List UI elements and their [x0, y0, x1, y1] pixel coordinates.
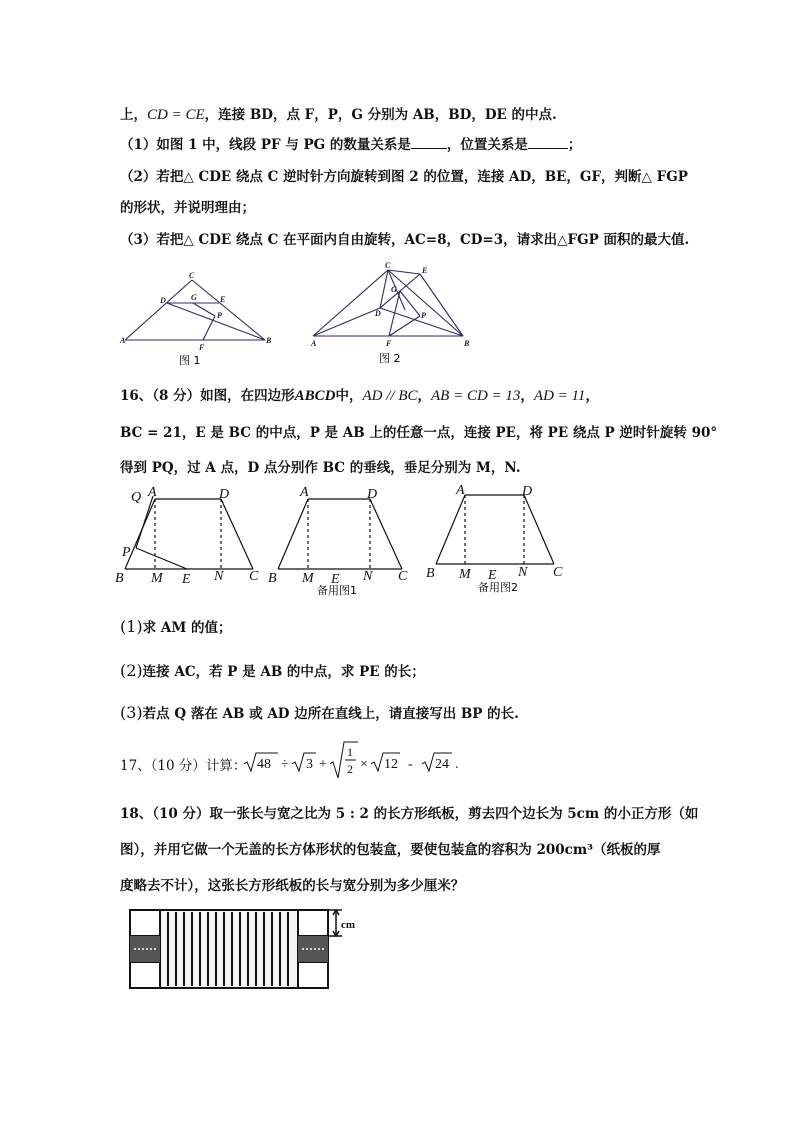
- q17-label: 17、（10 分）计算：: [120, 758, 247, 774]
- q16-line1-start: 16、（8 分）如图，在四边形: [120, 388, 295, 404]
- q16-ad: AD = 11: [533, 388, 586, 404]
- fig2-label-G: G: [391, 285, 397, 294]
- b1-label-E: E: [331, 572, 340, 587]
- fraction-numerator: 1: [347, 745, 353, 759]
- times-sign: ×: [360, 757, 368, 772]
- q16-ab-cd: AB = CD = 13: [431, 388, 521, 404]
- q16-line1-mid: 中，: [335, 388, 363, 404]
- b1-label-M: M: [302, 571, 314, 586]
- fig1-label-P: P: [217, 311, 222, 320]
- q16-sub1: [120, 616, 232, 636]
- fig2-label-C: C: [385, 261, 391, 270]
- b2-label-E: E: [488, 568, 497, 583]
- b2-label-D: D: [522, 484, 533, 499]
- q16-comma-1: ，: [417, 388, 431, 404]
- q15-part2-line2: 的形状，并说明理由；: [120, 200, 255, 216]
- q17-line: [120, 754, 246, 774]
- q16-sub3-number: (3): [120, 703, 143, 722]
- fig1-label-C: C: [189, 271, 195, 280]
- q15-line1-end: ，连接 BD，点 F，P，G 分别为 AB，BD，DE 的中点.: [204, 107, 557, 123]
- q16-label-D: D: [219, 487, 230, 502]
- q16-backup-figure-2: [428, 480, 578, 598]
- fig2-label-E: E: [422, 266, 428, 275]
- q18-line3: 度略去不计），这张长方形纸板的长与宽分别为多少厘米？: [120, 878, 465, 894]
- fig2-caption: 图 2: [379, 352, 401, 365]
- q16-comma-2: ，: [520, 388, 534, 404]
- radical-3: 3: [306, 757, 313, 772]
- fig1-label-E: E: [220, 295, 226, 304]
- q15-part1: [120, 133, 581, 153]
- backup-fig1-caption: 备用图1: [317, 584, 357, 597]
- q16-sub2-text: 连接 AC，若 P 是 AB 的中点，求 PE 的长；: [142, 664, 425, 680]
- radical-12: 12: [384, 757, 398, 772]
- minus-sign: -: [408, 757, 413, 772]
- q15-part1-text2: ，位置关系是: [446, 137, 528, 153]
- q16-label-Q: Q: [131, 490, 142, 505]
- q16-sub3-text: 若点 Q 落在 AB 或 AD 边所在直线上，请直接写出 BP 的长.: [142, 706, 519, 722]
- radical-48: 48: [257, 757, 271, 772]
- q17-expression: [240, 740, 460, 784]
- q16-label-P: P: [122, 545, 131, 560]
- b2-label-B: B: [426, 566, 435, 581]
- fig1-label-B: B: [266, 336, 272, 345]
- q16-line2: BC = 21，E 是 BC 的中点，P 是 AB 上的任意一点，连接 PE，将 PE 绕点 P 逆时针旋转 90°: [120, 425, 718, 441]
- radical-24: 24: [435, 757, 449, 772]
- b1-label-N: N: [363, 569, 373, 584]
- backup-fig2-caption: 备用图2: [478, 581, 518, 594]
- cm-label: cm: [341, 919, 356, 931]
- fig1-label-A: A: [120, 336, 126, 345]
- q16-sub1-text: 求 AM 的值；: [142, 620, 232, 636]
- q15-line1: [120, 103, 557, 124]
- b1-label-A: A: [300, 485, 309, 500]
- q15-part1-end: ；: [567, 137, 582, 153]
- q16-parallel: AD // BC: [362, 388, 418, 404]
- b2-label-M: M: [459, 567, 471, 582]
- q16-label-E: E: [182, 572, 191, 587]
- q16-label-M: M: [151, 571, 163, 586]
- q16-backup-figure-1: [268, 482, 422, 600]
- q16-sub3: [120, 702, 519, 722]
- q16-main-figure: [115, 482, 275, 587]
- q15-equation: CD = CE: [147, 107, 205, 123]
- fig1-label-D: D: [160, 296, 166, 305]
- b1-label-B: B: [268, 571, 277, 586]
- q16-label-N: N: [214, 569, 224, 584]
- q16-line3: 得到 PQ，过 A 点，D 点分别作 BC 的垂线，垂足分别为 M，N.: [120, 460, 521, 476]
- fig1-label-G: G: [191, 293, 197, 302]
- q16-comma-3: ，: [585, 388, 599, 404]
- fig1-label-F: F: [199, 343, 205, 352]
- q16-label-C: C: [249, 569, 259, 584]
- q16-sub2: [120, 660, 425, 680]
- q18-line2: 图），并用它做一个无盖的长方体形状的包装盒，要使包装盒的容积为 200cm³（纸板的厚: [120, 842, 661, 858]
- q15-figure-2: [305, 262, 485, 370]
- b2-label-C: C: [553, 565, 563, 580]
- q18-paper-figure: [128, 906, 368, 990]
- q16-quad-name: ABCD: [294, 388, 336, 404]
- div-sign: ÷: [281, 757, 289, 772]
- fraction-denominator: 2: [347, 762, 353, 776]
- b2-label-A: A: [456, 483, 465, 498]
- answer-blank-2[interactable]: [528, 136, 568, 149]
- q16-label-A: A: [148, 485, 157, 500]
- q16-label-B: B: [115, 571, 124, 586]
- q16-sub2-number: (2): [120, 661, 143, 680]
- fig2-label-F: F: [386, 339, 392, 348]
- b1-label-C: C: [398, 569, 408, 584]
- q17-end: .: [455, 757, 459, 772]
- fig1-caption: 图 1: [179, 354, 201, 367]
- q15-line1-start: 上，: [120, 107, 147, 123]
- q15-part1-text: （1）如图 1 中，线段 PF 与 PG 的数量关系是: [120, 137, 411, 153]
- fig2-label-P: P: [421, 311, 426, 320]
- b2-label-N: N: [518, 565, 528, 580]
- q15-part2-line1: （2）若把△ CDE 绕点 C 逆时针方向旋转到图 2 的位置，连接 AD，BE，GF，判断△ FGP: [120, 169, 688, 185]
- q15-part3: （3）若把△ CDE 绕点 C 在平面内自由旋转，AC=8，CD=3，请求出△FGP 面积的最大值.: [120, 232, 690, 248]
- fig2-label-D: D: [375, 309, 381, 318]
- plus-sign: +: [319, 757, 327, 772]
- q16-line1: [120, 384, 599, 405]
- fig2-label-B: B: [464, 339, 470, 348]
- fig2-label-A: A: [311, 339, 317, 348]
- q15-figure-1: [115, 268, 285, 373]
- b1-label-D: D: [367, 487, 378, 502]
- q18-line1: 18、（10 分）取一张长与宽之比为 5 : 2 的长方形纸板，剪去四个边长为 5cm 的小正方形（如: [120, 806, 699, 822]
- answer-blank-1[interactable]: [411, 136, 447, 149]
- q16-sub1-number: (1): [120, 617, 143, 636]
